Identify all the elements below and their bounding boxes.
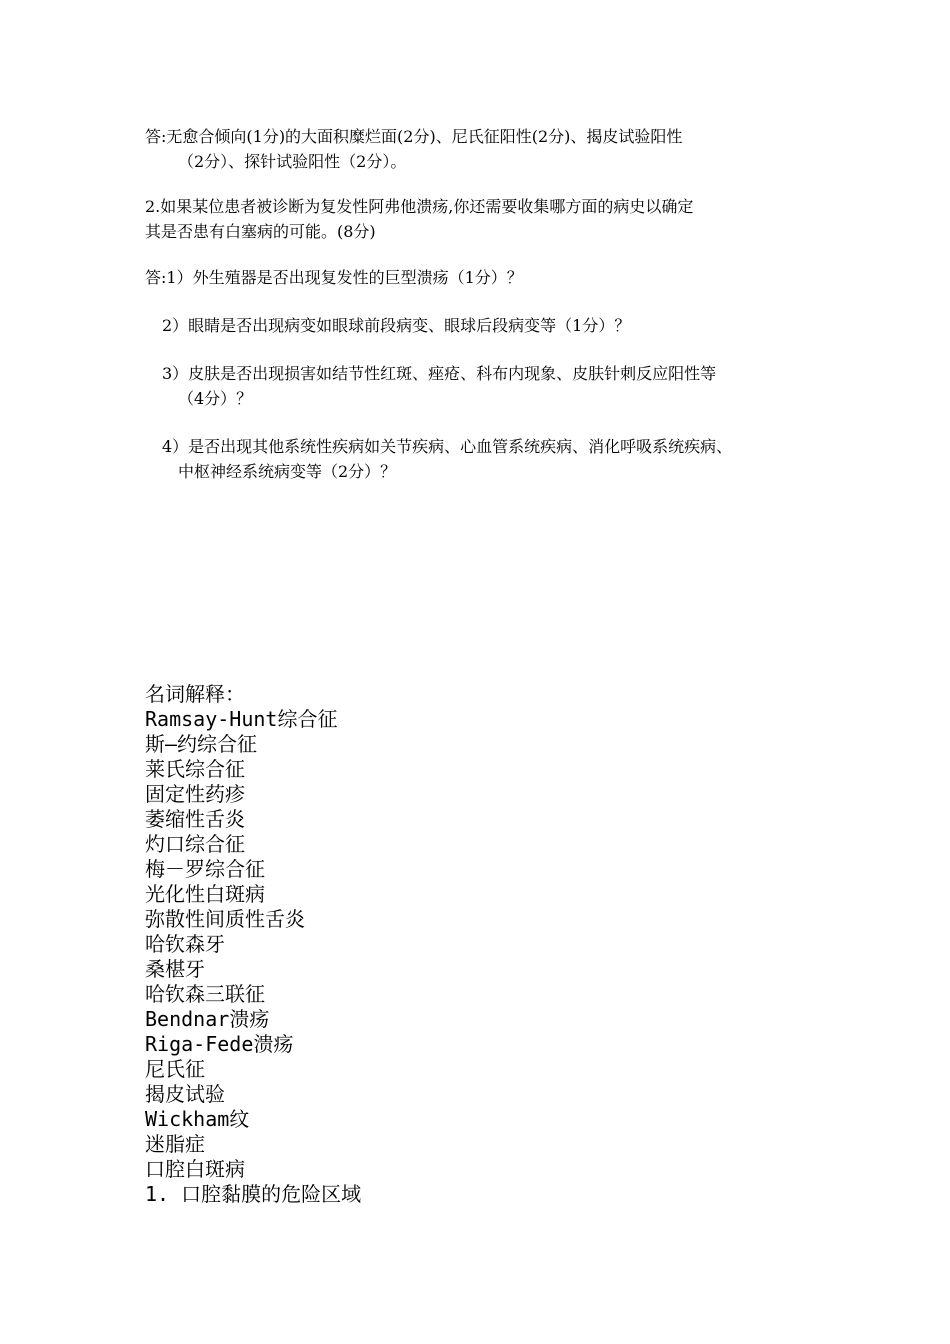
glossary-term: 光化性白斑病	[145, 882, 265, 906]
answer-2-item-4-line-2: 中枢神经系统病变等（2分）？	[178, 462, 397, 481]
qa-section	[145, 124, 835, 484]
glossary-term: 桑椹牙	[145, 957, 205, 981]
glossary-term: 固定性药疹	[145, 782, 245, 806]
glossary-term: Bendnar溃疡	[145, 1007, 270, 1031]
question-2-line-1: 2.如果某位患者被诊断为复发性阿弗他溃疡,你还需要收集哪方面的病史以确定	[145, 197, 694, 216]
glossary-term: 莱氏综合征	[145, 757, 245, 781]
glossary-term: 哈钦森牙	[145, 932, 225, 956]
glossary-term: 哈钦森三联征	[145, 982, 265, 1006]
glossary-term: Wickham纹	[145, 1107, 250, 1131]
question-2	[145, 194, 835, 244]
answer-2-item-3-line-1: 3）皮肤是否出现损害如结节性红斑、痤疮、科布内现象、皮肤针刺反应阳性等	[162, 364, 717, 383]
answer-1-line-2: （2分）、探针试验阳性（2分）。	[178, 152, 407, 171]
glossary-term: 揭皮试验	[145, 1082, 225, 1106]
answer-2-item-4	[145, 434, 835, 484]
answer-1-line-1: 答:无愈合倾向(1分)的大面积糜烂面(2分)、尼氏征阳性(2分)、揭皮试验阳性	[145, 127, 683, 146]
answer-2-item-4-line-1: 4）是否出现其他系统性疾病如关节疾病、心血管系统疾病、消化呼吸系统疾病、	[162, 437, 733, 456]
answer-2-item-1: 答:1）外生殖器是否出现复发性的巨型溃疡（1分）？	[145, 268, 523, 287]
glossary-term: 1. 口腔黏膜的危险区域	[145, 1182, 362, 1206]
glossary-term: 萎缩性舌炎	[145, 807, 245, 831]
answer-2-item-2: 2）眼睛是否出现病变如眼球前段病变、眼球后段病变等（1分）？	[162, 316, 631, 335]
glossary-term-list	[145, 707, 745, 1207]
glossary-term: 灼口综合征	[145, 832, 245, 856]
answer-2-item-3	[145, 361, 835, 411]
glossary-term: 口腔白斑病	[145, 1157, 245, 1181]
answer-1	[145, 124, 835, 174]
glossary-section	[145, 682, 745, 1207]
question-2-line-2: 其是否患有白塞病的可能。(8分)	[145, 222, 376, 241]
answer-2-item-3-line-2: （4分）？	[178, 389, 253, 408]
glossary-term: Ramsay-Hunt综合征	[145, 707, 338, 731]
glossary-title: 名词解释：	[145, 682, 245, 706]
glossary-term: 弥散性间质性舌炎	[145, 907, 305, 931]
glossary-term: 迷脂症	[145, 1132, 205, 1156]
glossary-term: Riga-Fede溃疡	[145, 1032, 294, 1056]
glossary-term: 梅－罗综合征	[145, 857, 265, 881]
glossary-term: 尼氏征	[145, 1057, 205, 1081]
glossary-term: 斯—约综合征	[145, 732, 258, 756]
